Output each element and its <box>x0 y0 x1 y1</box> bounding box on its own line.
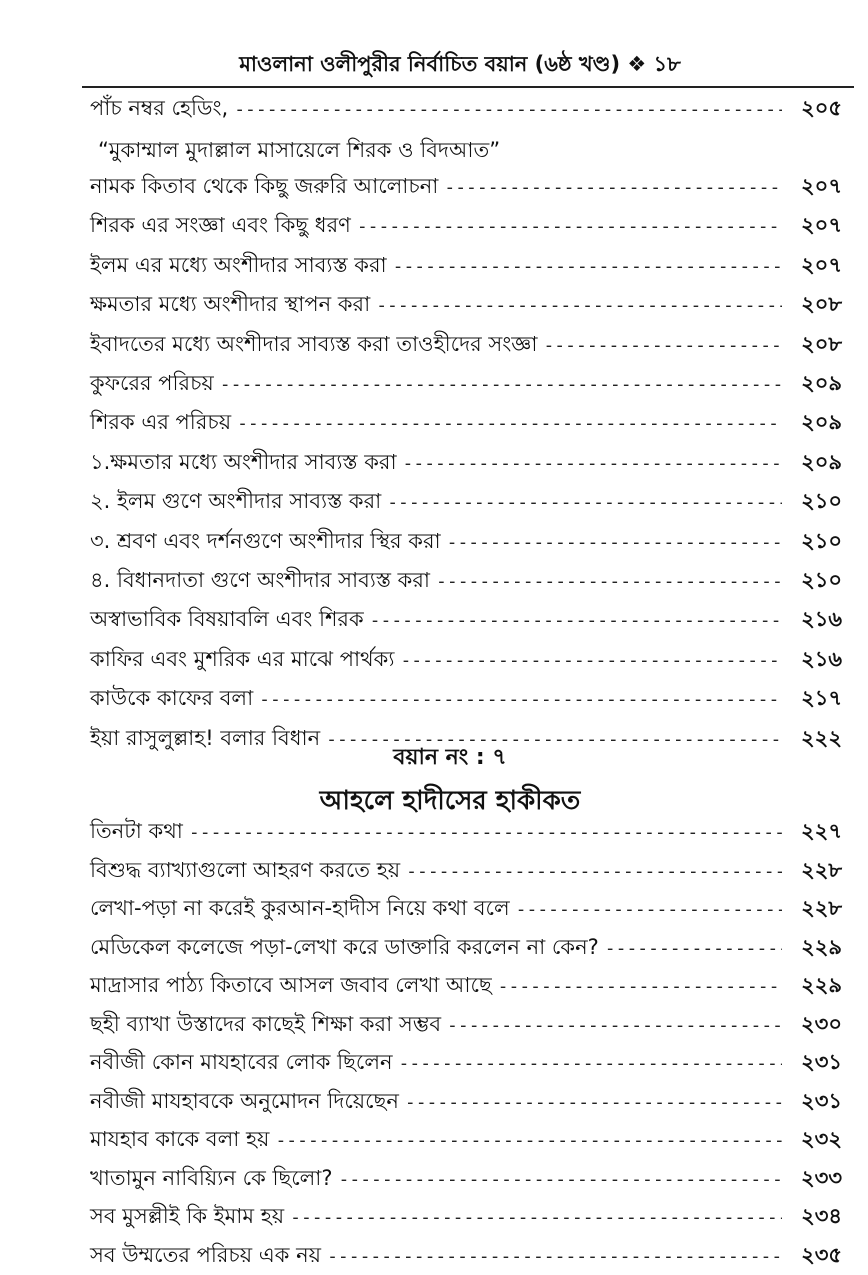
toc-entry-title: নবীজী কোন মাযহাবের লোক ছিলেন <box>90 1050 393 1074</box>
toc-entry-title: শিরক এর পরিচয় <box>90 410 232 435</box>
toc-entry <box>90 249 842 285</box>
toc-entry-title: সব উম্মতের পরিচয় এক নয় <box>90 1242 322 1267</box>
toc-entry-title: সব মুসল্লীই কি ইমাম হয় <box>90 1204 285 1228</box>
toc-leader-dashes <box>339 1169 782 1190</box>
toc-entry <box>90 564 842 600</box>
toc-leader-dashes <box>436 571 782 592</box>
toc-entry-title: ৪. বিধানদাতা গুণে অংশীদার সাব্যস্ত করা <box>90 568 431 592</box>
toc-leader-dashes <box>220 374 782 395</box>
toc-entry-title: শিরক এর সংজ্ঞা এবং কিছু ধরণ <box>90 213 351 238</box>
toc-entry <box>90 92 842 128</box>
toc-entry-title: ৩. শ্রবণ এবং দর্শনগুণে অংশীদার স্থির করা <box>90 528 441 553</box>
toc-leader-dashes <box>259 689 782 710</box>
toc-entry-page: ২২৮ <box>801 857 842 882</box>
running-header: মাওলানা ওলীপুরীর নির্বাচিত বয়ান (৬ষ্ঠ খণ্ড) ❖ ১৮ <box>239 52 681 76</box>
toc-entry-title: খাতামুন নাবিয়্যিন কে ছিলো? <box>90 1165 333 1190</box>
toc-entry <box>90 288 842 324</box>
toc-entry-title: নবীজী মাযহাবকে অনুমোদন দিয়েছেন <box>90 1088 399 1113</box>
toc-entry-page: ২১০ <box>801 528 842 553</box>
toc-entry-title: লেখা-পড়া না করেই কুরআন-হাদীস নিয়ে কথা বলে <box>90 896 510 920</box>
toc-leader-dashes <box>403 453 782 474</box>
toc-leader-dashes <box>234 99 782 120</box>
toc-entry-title: কুফরের পরিচয় <box>90 371 214 395</box>
toc-entry-page: ২২৭ <box>801 819 842 843</box>
toc-entry-page: ২৩৫ <box>801 1242 842 1267</box>
toc-entry-title: ইবাদতের মধ্যে অংশীদার সাব্যস্ত করা তাওহীদের সংজ্ঞা <box>90 331 538 356</box>
toc-leader-dashes <box>370 610 782 631</box>
toc-entry-page: ২৩৪ <box>801 1204 842 1228</box>
toc-entry <box>90 446 842 482</box>
toc-entry <box>90 931 842 967</box>
toc-entry-page: ২০৯ <box>801 371 842 395</box>
toc-entry-page: ২০৮ <box>801 292 842 317</box>
toc-entry <box>90 1085 842 1121</box>
toc-entry-page: ২১০ <box>801 489 842 514</box>
toc-entry-page: ২১০ <box>801 568 842 592</box>
toc-entry-page: ২০৯ <box>801 449 842 474</box>
toc-entry-title: মেডিকেল কলেজে পড়া-লেখা করে ডাক্তারি করলেন না কেন? <box>90 934 599 959</box>
toc-entry-title: নামক কিতাব থেকে কিছু জরুরি আলোচনা <box>90 174 439 198</box>
toc-entry-page: ২৩২ <box>801 1127 842 1151</box>
toc-leader-dashes <box>393 256 782 277</box>
toc-entry-title: পাঁচ নম্বর হেডিং, <box>90 96 229 120</box>
toc-leader-dashes <box>447 532 782 553</box>
toc-entry-title: কাউকে কাফের বলা <box>90 686 254 711</box>
toc-entry-page: ২৩০ <box>801 1011 842 1036</box>
toc-continuation-line: “মুকাম্মাল মুদাল্লাল মাসায়েলে শিরক ও বিদআত” <box>98 138 501 162</box>
toc-entry-page: ২২৮ <box>801 896 842 920</box>
toc-entry-page: ২৩১ <box>801 1050 842 1074</box>
header-rule <box>82 86 854 88</box>
toc-entry <box>90 815 842 851</box>
toc-entry-title: ইলম এর মধ্যে অংশীদার সাব্যস্ত করা <box>90 252 387 277</box>
toc-entry-title: মাদ্রাসার পাঠ্য কিতাবে আসল জবাব লেখা আছে <box>90 973 492 997</box>
toc-entry-page: ২৩১ <box>801 1088 842 1113</box>
toc-entry <box>90 969 842 1005</box>
toc-leader-dashes <box>516 899 782 920</box>
toc-entry <box>90 854 842 890</box>
toc-entry <box>90 328 842 364</box>
toc-entry-page: ২২৯ <box>801 934 842 959</box>
toc-entry <box>90 1123 842 1159</box>
toc-entry-title: কাফির এবং মুশরিক এর মাঝে পার্থক্য <box>90 646 395 671</box>
section-title: আহলে হাদীসের হাকীকত <box>319 786 581 816</box>
toc-leader-dashes <box>444 177 782 198</box>
toc-entry-page: ২০৫ <box>801 96 842 120</box>
toc-entry-title: ক্ষমতার মধ্যে অংশীদার স্থাপন করা <box>90 292 371 317</box>
toc-entry-page: ২১৬ <box>801 646 842 671</box>
toc-entry <box>90 1200 842 1236</box>
toc-entry <box>90 170 842 206</box>
toc-entry-page: ২৩৩ <box>801 1165 842 1190</box>
toc-entry <box>90 1239 842 1275</box>
section-number: বয়ান নং : ৭ <box>393 745 507 770</box>
toc-leader-dashes <box>357 216 782 237</box>
toc-entry-title: অস্বাভাবিক বিষয়াবলি এবং শিরক <box>90 607 364 632</box>
toc-entry <box>90 892 842 928</box>
toc-leader-dashes <box>543 335 782 356</box>
toc-entry-title: ২. ইলম গুণে অংশীদার সাব্যস্ত করা <box>90 489 382 514</box>
toc-leader-dashes <box>406 861 782 882</box>
toc-leader-dashes <box>237 413 782 434</box>
toc-leader-dashes <box>290 1207 782 1228</box>
toc-entry <box>90 682 842 718</box>
toc-entry-title: ইয়া রাসুলুল্লাহ! বলার বিধান <box>90 725 321 750</box>
toc-entry <box>90 485 842 521</box>
toc-entry-page: ২০৮ <box>801 331 842 356</box>
toc-entry <box>90 1162 842 1198</box>
toc-entry-page: ২০৭ <box>801 213 842 238</box>
toc-leader-dashes <box>447 1015 782 1036</box>
toc-leader-dashes <box>405 1092 782 1113</box>
toc-entry-page: ২২৯ <box>801 973 842 997</box>
toc-leader-dashes <box>498 976 782 997</box>
toc-leader-dashes <box>376 295 782 316</box>
toc-entry-title: তিনটা কথা <box>90 819 183 843</box>
toc-entry <box>90 525 842 561</box>
toc-entry <box>90 603 842 639</box>
toc-leader-dashes <box>275 1130 782 1151</box>
toc-leader-dashes <box>189 822 782 843</box>
toc-entry <box>90 1008 842 1044</box>
toc-entry <box>90 367 842 403</box>
toc-leader-dashes <box>400 650 782 671</box>
toc-entry-page: ২১৬ <box>801 607 842 632</box>
toc-leader-dashes <box>605 938 782 959</box>
toc-entry-page: ২২২ <box>801 725 842 750</box>
toc-entry <box>90 643 842 679</box>
toc-entry-page: ২১৭ <box>801 686 842 711</box>
toc-entry-title: মাযহাব কাকে বলা হয় <box>90 1127 270 1151</box>
toc-leader-dashes <box>387 492 782 513</box>
toc-entry-title: বিশুদ্ধ ব্যাখ্যাগুলো আহরণ করতে হয় <box>90 857 401 882</box>
toc-entry <box>90 406 842 442</box>
toc-entry-page: ২০৭ <box>801 174 842 198</box>
toc-entry-title: ছহী ব্যাখা উস্তাদের কাছেই শিক্ষা করা সম্ভব <box>90 1011 442 1036</box>
toc-entry-title: ১.ক্ষমতার মধ্যে অংশীদার সাব্যস্ত করা <box>90 449 397 474</box>
toc-leader-dashes <box>327 1246 782 1267</box>
toc-entry-page: ২০৯ <box>801 410 842 435</box>
toc-entry <box>90 1046 842 1082</box>
toc-entry-page: ২০৭ <box>801 252 842 277</box>
toc-entry <box>90 209 842 245</box>
toc-leader-dashes <box>399 1053 782 1074</box>
